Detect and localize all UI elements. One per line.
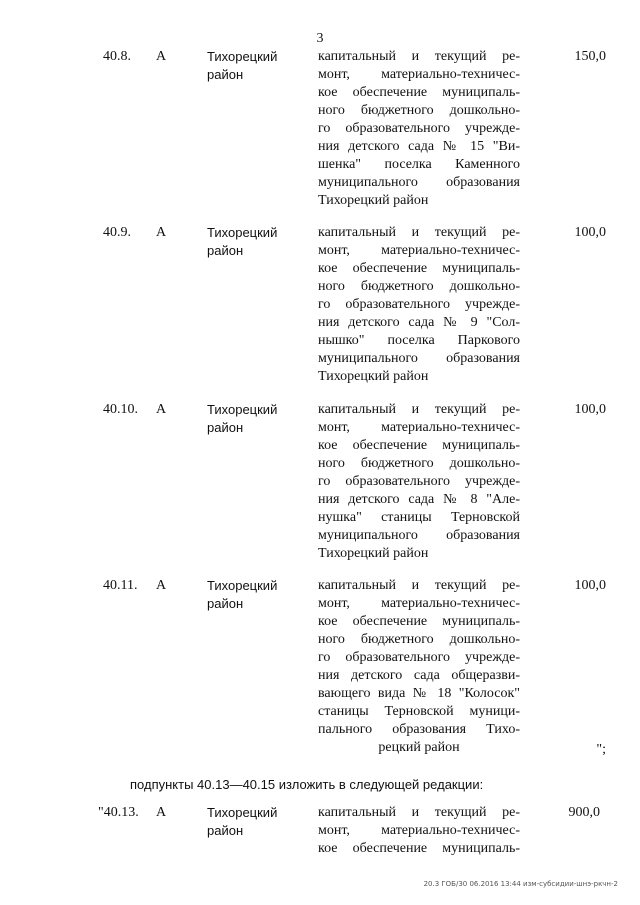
description-line: пального образования Тихо- xyxy=(318,722,520,737)
region-line: район xyxy=(207,243,244,258)
description-line: нушка" станицы Терновской xyxy=(318,510,520,525)
description-line: Тихорецкий район xyxy=(318,193,429,208)
region-line: Тихорецкий xyxy=(207,49,278,64)
region-line: Тихорецкий xyxy=(207,225,278,240)
description-line: го образовательного учрежде- xyxy=(318,297,520,312)
item-number: 40.11. xyxy=(103,578,138,593)
page-number: 3 xyxy=(316,31,324,46)
region-line: Тихорецкий xyxy=(207,402,278,417)
description-line: го образовательного учрежде- xyxy=(318,474,520,489)
description-line: кое обеспечение муниципаль- xyxy=(318,438,520,453)
item-number: 40.8. xyxy=(103,49,131,64)
description-line: ного бюджетного дошкольно- xyxy=(318,279,520,294)
description-line: капитальный и текущий ре- xyxy=(318,402,520,417)
region-line: Тихорецкий xyxy=(207,578,278,593)
region-line: район xyxy=(207,67,244,82)
region-line: район xyxy=(207,596,244,611)
description-line: монт, материально-техничес- xyxy=(318,823,520,838)
description-line: шенка" поселка Каменного xyxy=(318,157,520,172)
description-line: кое обеспечение муниципаль- xyxy=(318,614,520,629)
description-line: кое обеспечение муниципаль- xyxy=(318,261,520,276)
description-line: Тихорецкий район xyxy=(318,369,429,384)
description-line: станицы Терновской муници- xyxy=(318,704,520,719)
item-description xyxy=(318,577,520,757)
item-code: А xyxy=(156,402,167,417)
description-line: ния детского сада № 15 "Ви- xyxy=(318,139,520,154)
description-line: муниципального образования xyxy=(318,528,520,543)
description-line: монт, материально-техничес- xyxy=(318,596,520,611)
item-code: А xyxy=(156,225,167,240)
description-line: кое обеспечение муниципаль- xyxy=(318,85,520,100)
description-line: капитальный и текущий ре- xyxy=(318,225,520,240)
item-region xyxy=(207,48,307,84)
item-code: А xyxy=(156,49,167,64)
description-line: ния детского сада общеразви- xyxy=(318,668,520,683)
item-code: А xyxy=(156,805,167,820)
item-description xyxy=(318,224,520,386)
region-line: район xyxy=(207,420,244,435)
description-line: капитальный и текущий ре- xyxy=(318,49,520,64)
description-line: рецкий район xyxy=(378,740,460,755)
description-line: ного бюджетного дошкольно- xyxy=(318,632,520,647)
description-line: монт, материально-техничес- xyxy=(318,420,520,435)
item-description xyxy=(318,804,520,858)
item-number: "40.13. xyxy=(98,805,139,820)
description-line: ния детского сада № 8 "Але- xyxy=(318,492,520,507)
description-line: монт, материально-техничес- xyxy=(318,243,520,258)
item-amount: 100,0 xyxy=(574,225,606,240)
footer-file-stamp: 20.3 ГОБ/30 06.2016 13:44 изм-субсидии-шнэ-ркчн-2 xyxy=(423,880,618,888)
item-number: 40.10. xyxy=(103,402,138,417)
item-amount: 100,0 xyxy=(574,578,606,593)
description-line: вающего вида № 18 "Колосок" xyxy=(318,686,520,701)
description-line: ного бюджетного дошкольно- xyxy=(318,103,520,118)
item-description xyxy=(318,48,520,210)
item-region xyxy=(207,577,307,613)
instruction-text: подпункты 40.13—40.15 изложить в следующей редакции: xyxy=(130,777,484,792)
item-number: 40.9. xyxy=(103,225,131,240)
description-line: ного бюджетного дошкольно- xyxy=(318,456,520,471)
item-region xyxy=(207,224,307,260)
description-line: го образовательного учрежде- xyxy=(318,121,520,136)
description-line: нышко" поселка Паркового xyxy=(318,333,520,348)
item-description xyxy=(318,401,520,563)
region-line: район xyxy=(207,823,244,838)
item-amount: 900,0 xyxy=(568,805,600,820)
description-line: монт, материально-техничес- xyxy=(318,67,520,82)
item-code: А xyxy=(156,578,167,593)
description-line: Тихорецкий район xyxy=(318,546,429,561)
closing-quote: "; xyxy=(596,742,606,757)
description-line: ния детского сада № 9 "Сол- xyxy=(318,315,520,330)
item-region xyxy=(207,804,307,840)
region-line: Тихорецкий xyxy=(207,805,278,820)
description-line: муниципального образования xyxy=(318,351,520,366)
item-amount: 150,0 xyxy=(574,49,606,64)
item-amount: 100,0 xyxy=(574,402,606,417)
description-line: капитальный и текущий ре- xyxy=(318,805,520,820)
description-line: кое обеспечение муниципаль- xyxy=(318,841,520,856)
description-line: го образовательного учрежде- xyxy=(318,650,520,665)
description-line: капитальный и текущий ре- xyxy=(318,578,520,593)
item-region xyxy=(207,401,307,437)
description-line: муниципального образования xyxy=(318,175,520,190)
